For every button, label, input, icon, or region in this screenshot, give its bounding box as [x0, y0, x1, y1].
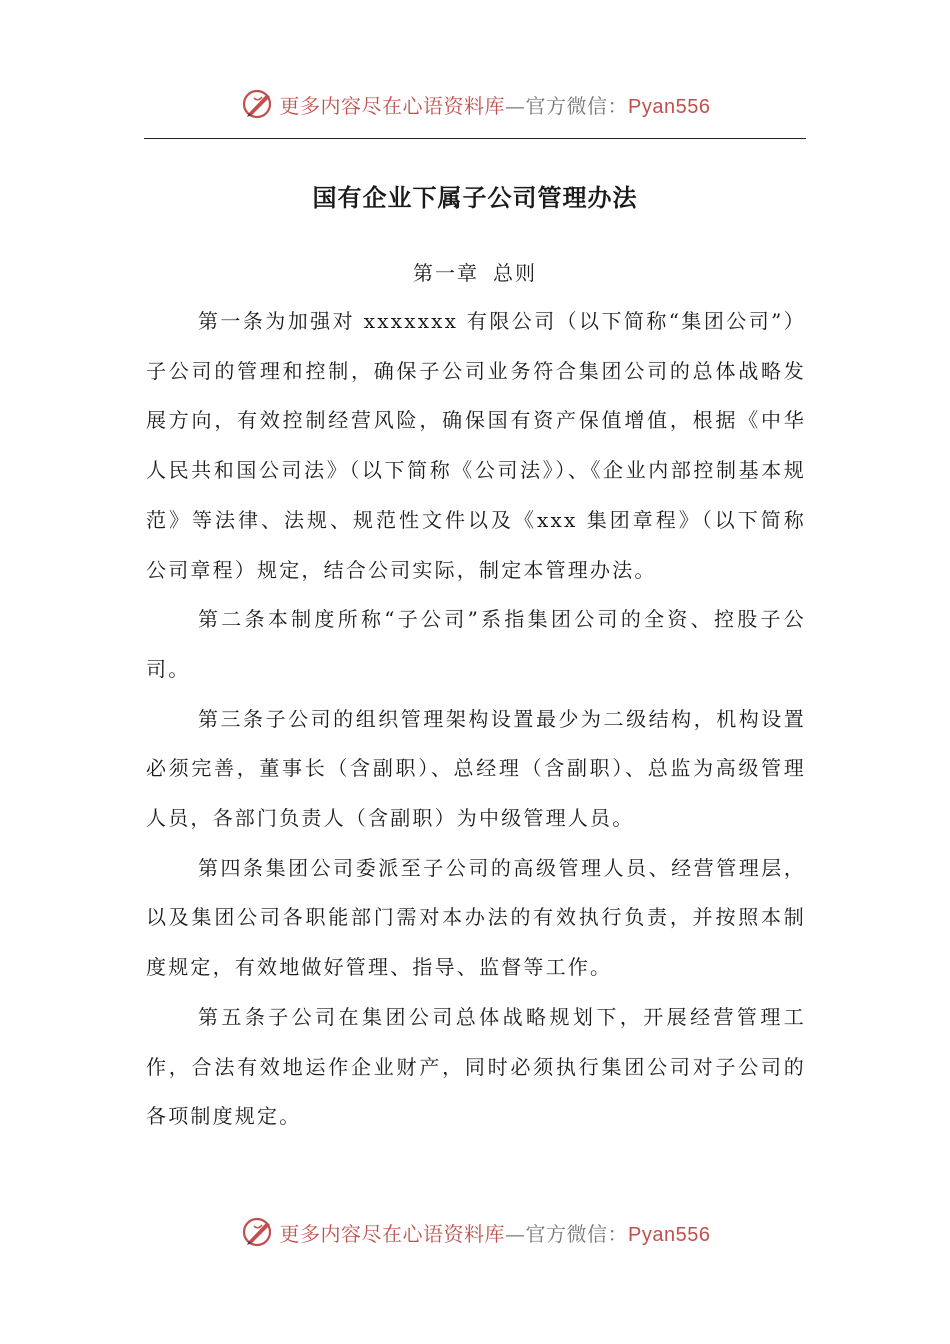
- banner-text: 更多内容尽在心语资料库: [279, 93, 506, 118]
- article-1: 第一条为加强对 xxxxxxx 有限公司（以下简称“集团公司”）子公司的管理和控制，确保子公司业务符合集团公司的总体战略发展方向，有效控制经营风险，确保国有资产保值增值，根据《中华人民共和国公司法》（以下简称《公司法》）、《企业内部控制基本规范》等法律、法规、规范性文件以及《xxx 集团章程》（以下简称公司章程）规定，结合公司实际，制定本管理办法。: [146, 309, 806, 582]
- banner-separator: —: [505, 1221, 526, 1246]
- banner-contact-id: Pyan556: [628, 95, 711, 118]
- article-4: 第四条集团公司委派至子公司的高级管理人员、经营管理层，以及集团公司各职能部门需对本办法的有效执行负责，并按照本制度规定，有效地做好管理、指导、监督等工作。: [146, 855, 806, 980]
- header-divider: [144, 138, 806, 139]
- pen-logo-icon: [240, 86, 276, 122]
- chapter-number: 第一章: [413, 261, 479, 285]
- banner-separator: —: [505, 93, 526, 118]
- document-title: 国有企业下属子公司管理办法: [312, 184, 638, 212]
- pen-logo-icon: [240, 1214, 276, 1250]
- banner-text: 更多内容尽在心语资料库: [279, 1221, 506, 1246]
- document-body: [146, 297, 806, 1142]
- article-5: 第五条子公司在集团公司总体战略规划下，开展经营管理工作，合法有效地运作企业财产，同时必须执行集团公司对子公司的各项制度规定。: [146, 1004, 806, 1129]
- chapter-heading: [0, 257, 950, 286]
- banner-contact-label: 官方微信：: [525, 1221, 629, 1246]
- banner-contact-id: Pyan556: [628, 1223, 711, 1246]
- article-3: 第三条子公司的组织管理架构设置最少为二级结构，机构设置必须完善，董事长（含副职）、总经理（含副职）、总监为高级管理人员，各部门负责人（含副职）为中级管理人员。: [146, 706, 806, 831]
- footer-banner: [0, 1212, 950, 1252]
- chapter-name: 总则: [493, 261, 537, 285]
- header-banner: [0, 84, 950, 124]
- banner-contact-label: 官方微信：: [525, 93, 629, 118]
- article-2: 第二条本制度所称“子公司”系指集团公司的全资、控股子公司。: [146, 607, 806, 681]
